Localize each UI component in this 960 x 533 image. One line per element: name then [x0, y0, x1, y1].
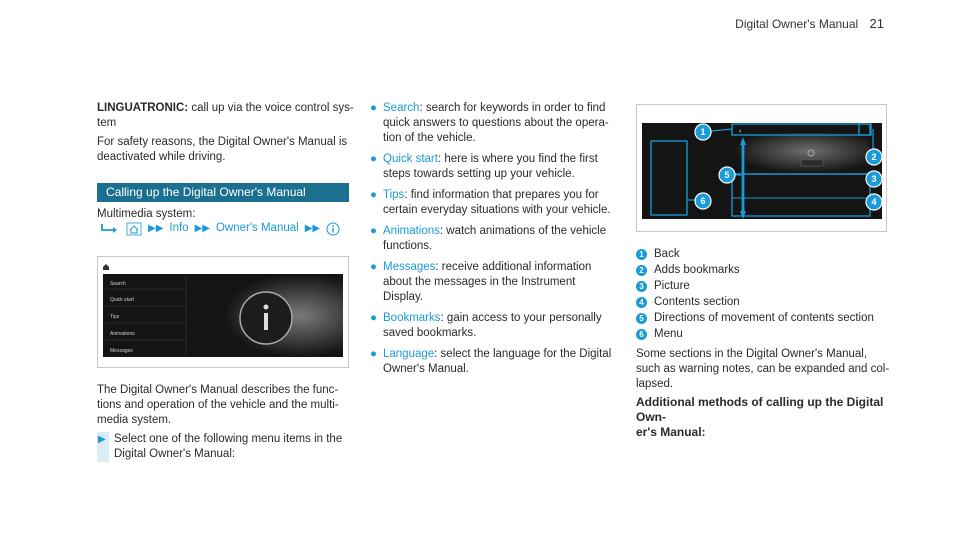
legend-number-badge: 4: [636, 297, 647, 308]
safety-text-cont: deactivated while driving.: [97, 151, 226, 163]
list-item: [369, 224, 614, 254]
item-text: certain everyday situations with your vehicle.: [383, 204, 611, 216]
page-number: 21: [869, 16, 884, 31]
item-text: : receive additional information: [435, 261, 592, 273]
item-text: quick answers to questions about the opera-: [383, 117, 609, 129]
step-text: Digital Owner's Manual:: [114, 448, 236, 460]
screenshot-content-view: [636, 104, 887, 232]
step-arrow-icon: ▶: [98, 434, 106, 445]
item-text: tion of the vehicle.: [383, 132, 476, 144]
term-search: Search: [383, 102, 420, 114]
screen-menu-item: Messages: [110, 348, 133, 354]
term-quick-start: Quick start: [383, 153, 438, 165]
list-item: [636, 326, 896, 342]
page-header: [735, 16, 884, 31]
bullet-icon: ●: [370, 348, 377, 360]
description-text: media system.: [97, 414, 172, 426]
list-item: [369, 260, 614, 305]
screen-menu-item: Quick start: [110, 297, 134, 303]
legend-label: Menu: [654, 327, 683, 340]
term-language: Language: [383, 348, 435, 360]
enter-arrow-icon: [100, 223, 120, 235]
info-icon: [326, 222, 340, 236]
legend-label: Back: [654, 247, 680, 260]
item-text: : search for keywords in order to find: [419, 102, 606, 114]
item-text: Owner's Manual.: [383, 363, 469, 375]
legend-number-badge: 5: [636, 313, 647, 324]
bullet-icon: ●: [370, 102, 377, 114]
svg-text:3: 3: [871, 174, 877, 184]
nav-owners-manual: Owner's Manual: [215, 222, 299, 234]
item-text: : gain access to your personally: [440, 312, 602, 324]
legend-number-badge: 3: [636, 281, 647, 292]
description-text: The Digital Owner's Manual describes the func-: [97, 384, 339, 396]
item-text: : here is where you find the first: [437, 153, 598, 165]
term-tips: Tips: [383, 189, 405, 201]
back-chevron-icon: ‹: [739, 128, 742, 135]
note-paragraph: [636, 347, 896, 392]
list-item: [636, 246, 896, 262]
item-text: steps towards setting up your vehicle.: [383, 168, 575, 180]
term-bookmarks: Bookmarks: [383, 312, 441, 324]
list-item: [636, 310, 896, 326]
item-text: : find information that prepares you for: [404, 189, 599, 201]
description-text: tions and operation of the vehicle and the multi-: [97, 399, 339, 411]
svg-text:5: 5: [724, 170, 730, 180]
item-text: about the messages in the Instrument Display.: [383, 276, 576, 303]
nav-info: Info: [169, 222, 189, 234]
intro-text: call up via the voice control sys-: [188, 102, 354, 114]
legend-label: Directions of movement of contents section: [654, 311, 874, 324]
chevron-right-icon: ▶▶: [304, 223, 321, 234]
annotated-screen-diagram: [637, 105, 886, 231]
linguatronic-label: LINGUATRONIC:: [97, 102, 189, 114]
multimedia-label: Multimedia system:: [97, 208, 196, 220]
legend-label: Adds bookmarks: [654, 263, 740, 276]
bullet-icon: ●: [370, 312, 377, 324]
term-animations: Animations: [383, 225, 440, 237]
item-text: : watch animations of the vehicle: [439, 225, 607, 237]
legend-label: Contents section: [654, 295, 740, 308]
intro-paragraph-1: [97, 101, 357, 131]
list-item: [369, 101, 614, 146]
legend-number-badge: 1: [636, 249, 647, 260]
screenshot-main-menu: [97, 256, 349, 368]
svg-text:4: 4: [871, 197, 877, 207]
list-item: [636, 262, 896, 278]
item-text: : select the language for the Digital: [434, 348, 612, 360]
section-title: Calling up the Digital Owner's Manual: [106, 185, 306, 199]
note-text: such as warning notes, can be expanded and col-: [636, 363, 890, 375]
heading-text: er's Manual:: [636, 425, 706, 439]
legend-number-badge: 2: [636, 265, 647, 276]
list-item: [369, 311, 614, 341]
list-item: [369, 347, 614, 377]
scroll-direction-arrow: [742, 145, 745, 211]
item-text: functions.: [383, 240, 433, 252]
list-item: [369, 188, 614, 218]
description-paragraph: [97, 383, 357, 428]
term-messages: Messages: [383, 261, 436, 273]
legend-label: Picture: [654, 279, 690, 292]
running-title: Digital Owner's Manual: [735, 17, 859, 31]
screen-illustration: [98, 257, 348, 367]
svg-text:2: 2: [871, 152, 877, 162]
chevron-right-icon: ▶▶: [194, 223, 210, 234]
list-item: [369, 152, 614, 182]
note-text: lapsed.: [636, 378, 674, 390]
svg-text:1: 1: [700, 127, 706, 137]
instruction-step: [97, 432, 357, 462]
menu-items-list: [369, 101, 614, 383]
nav-path: [100, 221, 340, 236]
item-text: saved bookmarks.: [383, 327, 477, 339]
note-text: Some sections in the Digital Owner's Manual,: [636, 348, 868, 360]
heading-text: Additional methods of calling up the Digital Own-: [636, 395, 884, 424]
bullet-icon: ●: [370, 153, 377, 165]
svg-text:6: 6: [700, 196, 706, 206]
step-text: Select one of the following menu items in the: [114, 433, 343, 445]
safety-text: For safety reasons, the Digital Owner's Manual is: [97, 136, 348, 148]
list-item: [636, 294, 896, 310]
screen-menu-item: Tips: [110, 314, 120, 320]
bullet-icon: ●: [370, 225, 377, 237]
additional-methods-heading: [636, 395, 896, 440]
intro-paragraph-2: [97, 135, 357, 165]
bullet-icon: ●: [370, 189, 377, 201]
chevron-right-icon: ▶▶: [148, 223, 164, 234]
screen-menu-item: Search: [110, 281, 126, 287]
list-item: [636, 278, 896, 294]
screen-menu-item: Animations: [110, 331, 135, 337]
intro-text-cont: tem: [97, 117, 117, 129]
legend-list: [636, 246, 896, 342]
home-icon: [126, 222, 142, 236]
bullet-icon: ●: [370, 261, 377, 273]
section-banner: [97, 183, 349, 202]
legend-number-badge: 6: [636, 329, 647, 340]
